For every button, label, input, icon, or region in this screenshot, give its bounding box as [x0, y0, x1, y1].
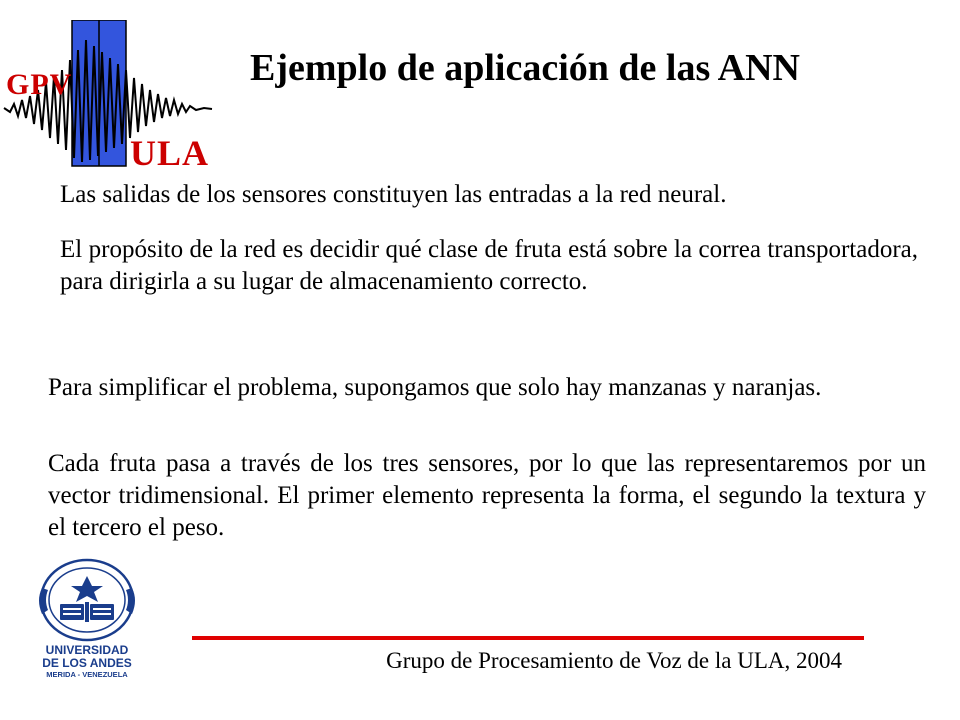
paragraph-simplify-problem: Para simplificar el problema, supongamos que solo hay manzanas y naranjas.: [48, 374, 822, 401]
paragraph-sensor-outputs: Las salidas de los sensores constituyen las entradas a la red neural.: [60, 181, 727, 208]
seal-text-los-andes: DE LOS ANDES: [42, 656, 132, 670]
footer-divider: [192, 636, 864, 640]
university-seal-icon: [28, 558, 146, 680]
gpv-logo: [0, 20, 220, 173]
seal-text-merida: MERIDA - VENEZUELA: [46, 670, 128, 679]
footer-text: Grupo de Procesamiento de Voz de la ULA, 2004: [386, 648, 842, 673]
ula-logo-text: ULA: [130, 133, 210, 173]
seal-text-university: UNIVERSIDAD: [45, 643, 129, 657]
paragraph-vector-description: Cada fruta pasa a través de los tres sensores, por lo que las representaremos por un vector tridimensional. El primer elemento representa la forma, el segundo la textura y el tercero el peso.: [48, 450, 926, 541]
slide-title: Ejemplo de aplicación de las ANN: [250, 47, 800, 89]
gpv-logo-text: GPV: [6, 68, 73, 101]
paragraph-network-purpose: El propósito de la red es decidir qué clase de fruta está sobre la correa transportadora, para dirigirla a su lugar de almacenamiento correcto.: [60, 236, 918, 295]
